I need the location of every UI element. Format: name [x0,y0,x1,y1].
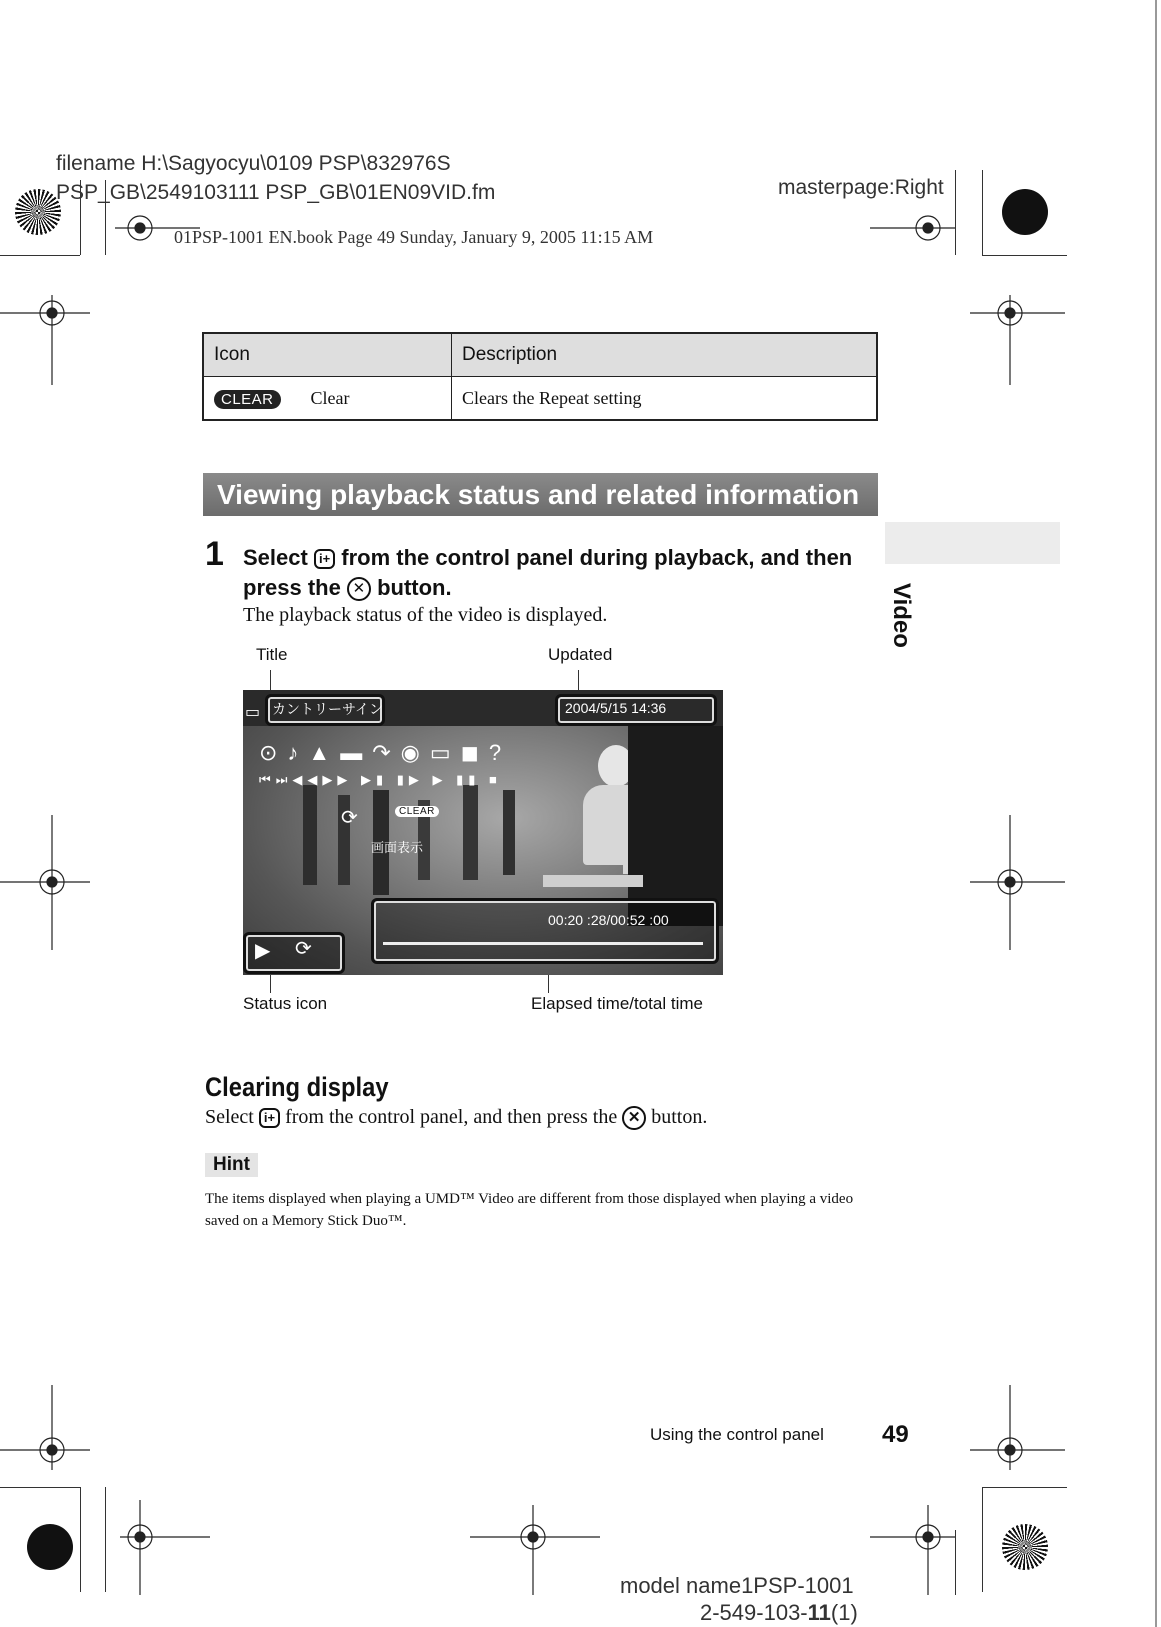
callout-title: Title [256,645,288,664]
table-header-icon: Icon [203,333,452,377]
step-body: The playback status of the video is displayed. [243,604,608,626]
masterpage-label: masterpage:Right [778,176,944,199]
clearing-text: Select i+ from the control panel, and then press the ✕ button. [205,1106,707,1130]
video-screenshot [243,690,723,975]
playback-controls-icons: ⏮⏭◀◀▶▶ ▶▮ ▮▶ ▶ ▮▮ ■ [259,772,502,787]
callout-status-icon: Status icon [243,994,328,1013]
updated-date: 2004/5/15 14:36 [565,700,667,716]
cross-button-icon: ✕ [347,577,371,601]
icon-label: Clear [310,387,350,408]
model-number: 2-549-103-11(1) [700,1600,858,1625]
filename-line-2: PSP_GB\2549103111 PSP_GB\01EN09VID.fm [56,181,496,204]
step-instruction [243,543,883,603]
table-row [203,377,877,421]
info-button-icon: i+ [259,1108,280,1128]
step-text-d: button. [377,575,452,600]
video-title: カントリーサイン [272,702,384,718]
display-menu-label: 画面表示 [371,841,424,856]
control-panel-icons: ⊙♪▲▬↷◉▭◼? [259,740,512,765]
info-button-icon: i+ [314,549,335,569]
time-readout: 00:20 :28/00:52 :00 [548,912,669,928]
model-name: model name1PSP-1001 [620,1573,854,1598]
icon-description: Clears the Repeat setting [452,377,878,421]
page-number: 49 [882,1421,909,1448]
step-number: 1 [205,535,224,573]
callout-updated: Updated [548,645,613,664]
repeat-status-icon: ⟳ [295,938,312,960]
section-title: Viewing playback status and related information [217,479,860,510]
icon-table [202,332,878,421]
step-text-a: Select [243,545,308,570]
info-button-icon: i+ [227,530,248,550]
callout-elapsed-time: Elapsed time/total time [531,994,703,1013]
side-tab-label: Video [888,583,915,648]
book-info: 01PSP-1001 EN.book Page 49 Sunday, January 9, 2005 11:15 AM [174,227,654,247]
filename-line-1: filename H:\Sagyocyu\0109 PSP\832976S [56,152,451,175]
hint-text: The items displayed when playing a UMD™ Video are different from those displayed when playing a video saved on a Memory Stick Duo™. [205,1191,854,1229]
clear-badge-icon: CLEAR [214,390,281,409]
step-text-c: press the [243,575,341,600]
side-tab-shade [885,522,1060,564]
repeat-icon: ⟳ [341,807,358,829]
play-status-icon: ▶ [255,940,271,962]
progress-track [383,942,703,945]
table-header-row [203,333,877,377]
clear-badge: CLEAR [395,806,439,817]
table-header-description: Description [452,333,878,377]
hint-label: Hint [205,1153,258,1177]
list-icon: ▭ [245,704,261,721]
section-banner [203,473,878,547]
time-frame [371,898,719,964]
clearing-heading: Clearing display [205,1072,389,1102]
step-text-b: from the control panel during playback, and then [341,545,853,570]
cross-button-icon: ✕ [622,1106,646,1130]
footer-section-label: Using the control panel [650,1425,824,1444]
